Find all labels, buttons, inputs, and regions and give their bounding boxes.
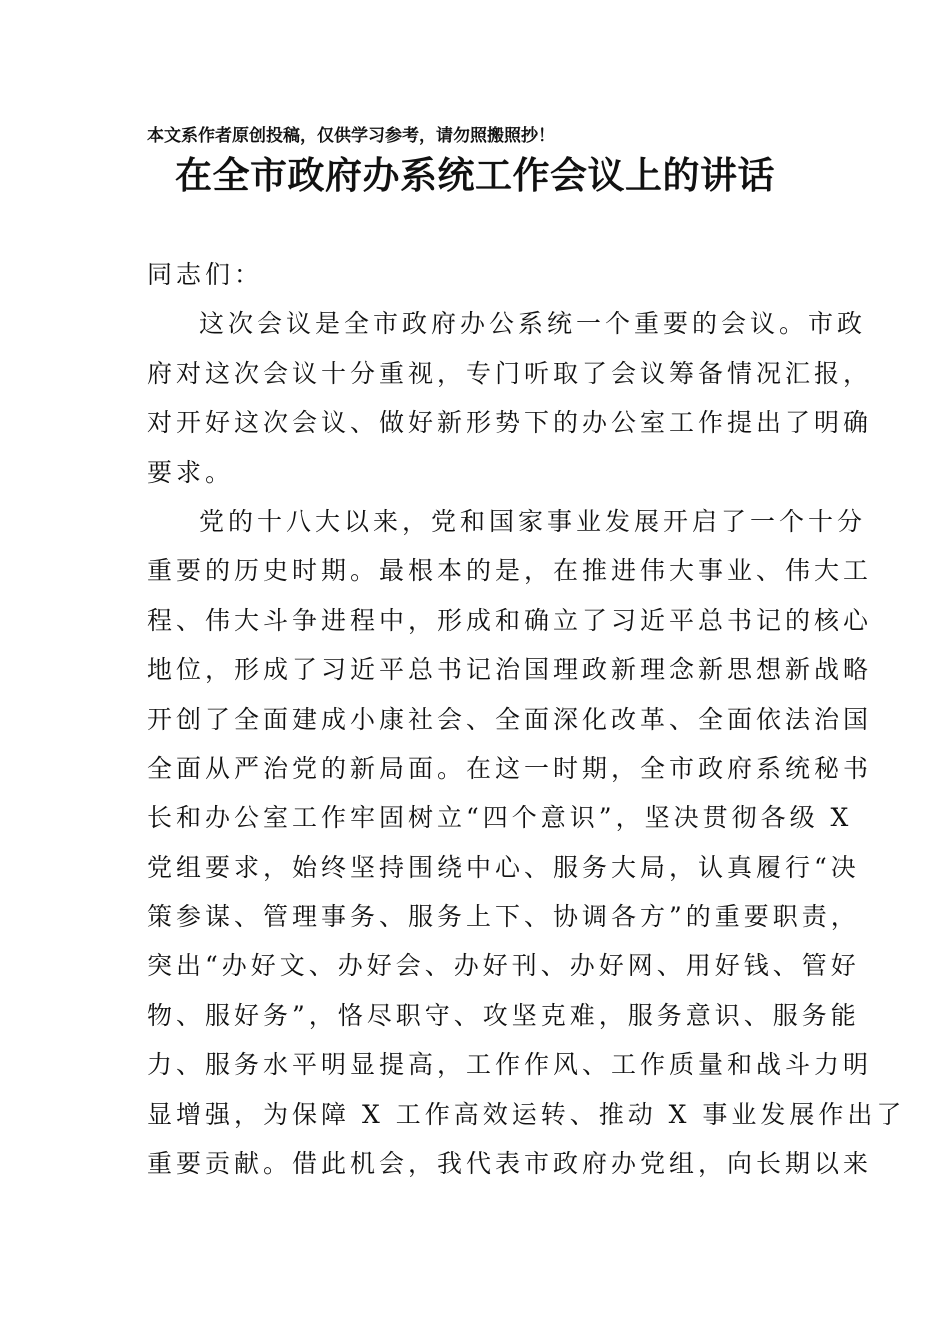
text-line: 显增强，为保障 X 工作高效运转、推动 X 事业发展作出了	[147, 1099, 906, 1129]
text-line: 程、伟大斗争进程中，形成和确立了习近平总书记的核心	[147, 605, 873, 635]
text-line: 物、服好务”，恪尽职守、攻坚克难，服务意识、服务能	[147, 1000, 860, 1030]
text-line: 策参谋、管理事务、服务上下、协调各方”的重要职责，	[147, 902, 860, 932]
text-line: 地位，形成了习近平总书记治国理政新理念新思想新战略	[147, 655, 873, 685]
text-line: 对开好这次会议、做好新形势下的办公室工作提出了明确	[147, 408, 873, 438]
text-line: 开创了全面建成小康社会、全面深化改革、全面依法治国	[147, 704, 873, 734]
copyright-notice: 本文系作者原创投稿，仅供学习参考，请勿照搬照抄！	[147, 126, 555, 146]
text-line: 要求。	[147, 457, 235, 487]
text-line: 重要的历史时期。最根本的是，在推进伟大事业、伟大工	[147, 556, 873, 586]
document-body	[147, 250, 906, 1188]
text-line: 党的十八大以来，党和国家事业发展开启了一个十分	[199, 506, 867, 536]
text-line: 这次会议是全市政府办公系统一个重要的会议。市政	[199, 309, 867, 339]
text-line: 府对这次会议十分重视，专门听取了会议筹备情况汇报，	[147, 358, 873, 388]
text-line: 全面从严治党的新局面。在这一时期，全市政府系统秘书	[147, 753, 873, 783]
paragraph-2	[147, 497, 906, 1188]
greeting: 同志们：	[147, 260, 264, 289]
paragraph-1	[147, 299, 873, 497]
text-line: 党组要求，始终坚持围绕中心、服务大局，认真履行“决	[147, 852, 860, 882]
text-line: 重要贡献。借此机会，我代表市政府办党组，向长期以来	[147, 1149, 873, 1179]
text-line: 长和办公室工作牢固树立“四个意识”，坚决贯彻各级 X	[147, 803, 853, 833]
text-line: 突出“办好文、办好会、办好刊、办好网、用好钱、管好	[147, 951, 860, 981]
document-title: 在全市政府办系统工作会议上的讲话	[175, 153, 775, 197]
text-line: 力、服务水平明显提高，工作作风、工作质量和战斗力明	[147, 1050, 873, 1080]
